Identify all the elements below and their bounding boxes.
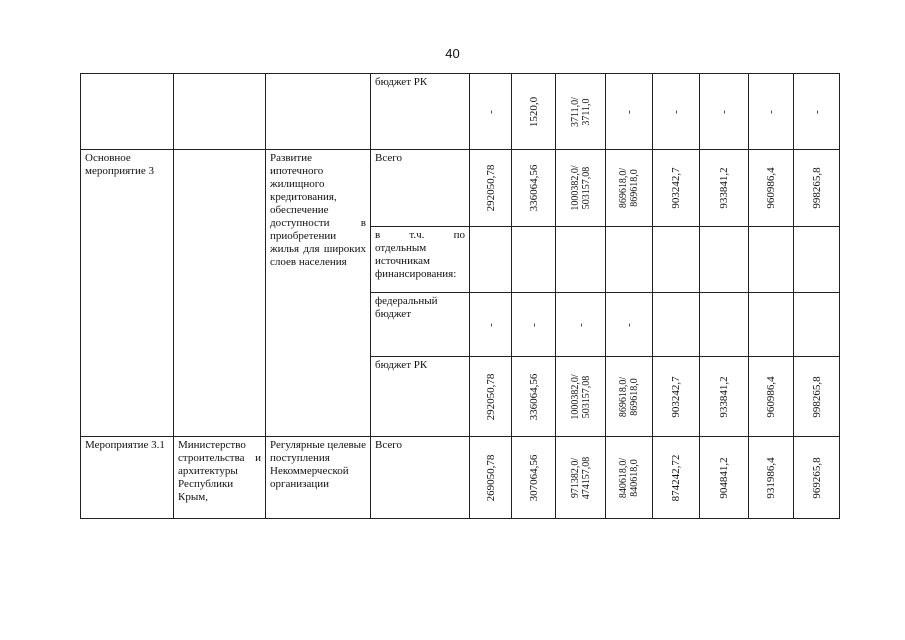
value-cell (512, 437, 556, 519)
value-line: 336064,56 (527, 373, 540, 420)
value-line: - (765, 109, 777, 114)
page-number: 40 (445, 46, 460, 61)
value-line: - (810, 109, 823, 114)
value-line: 960986,4 (765, 167, 777, 209)
value-cell (653, 150, 700, 227)
description-cell (266, 150, 371, 437)
value-cell (794, 74, 840, 150)
value-text (528, 165, 540, 212)
value-cell (470, 74, 512, 150)
value-cell (470, 437, 512, 519)
value-line: 1520,0 (527, 96, 540, 127)
value-line: 869618,0/ (618, 167, 629, 209)
value-line: 931986,4 (765, 456, 777, 499)
value-line: - (527, 322, 540, 327)
value-cell (512, 293, 556, 357)
executor-cell (174, 437, 266, 519)
value-cell (749, 74, 794, 150)
value-text (570, 374, 592, 419)
value-text (811, 110, 823, 114)
value-line: 292050,78 (484, 373, 497, 420)
value-line: 3711,0 (580, 97, 592, 126)
value-text (765, 457, 777, 498)
source-label: бюджет РК (375, 76, 428, 88)
value-line: 503157,08 (580, 375, 592, 418)
value-text (618, 376, 640, 416)
value-line: 840618,0/ (618, 457, 629, 498)
value-line: - (484, 322, 497, 327)
value-text (570, 456, 592, 499)
value-line: - (718, 109, 730, 114)
value-text (718, 167, 730, 208)
description-cell (266, 74, 371, 150)
value-cell (794, 150, 840, 227)
value-cell (512, 150, 556, 227)
value-cell (606, 150, 653, 227)
value-line: - (670, 109, 682, 114)
value-text (575, 323, 587, 327)
value-line: 971382,0/ (569, 457, 581, 498)
value-line: 874242,72 (670, 454, 682, 501)
value-text (485, 454, 497, 501)
value-cell (606, 357, 653, 437)
source-cell (371, 293, 470, 357)
value-cell (700, 74, 749, 150)
source-label: Всего (375, 152, 402, 164)
value-cell (700, 357, 749, 437)
value-text (765, 110, 777, 114)
value-cell (700, 150, 749, 227)
source-label: Всего (375, 439, 402, 451)
name-cell (81, 74, 174, 150)
value-line: 903242,7 (670, 167, 682, 209)
value-line: 503157,08 (580, 166, 592, 210)
value-text (670, 110, 682, 114)
value-line: 336064,56 (527, 164, 540, 212)
value-cell (556, 357, 606, 437)
value-cell (749, 437, 794, 519)
value-cell (700, 293, 749, 357)
value-text (623, 110, 635, 114)
value-line: - (574, 322, 587, 327)
value-line: 869618,0/ (618, 376, 629, 417)
value-line: - (623, 322, 635, 327)
executor-name: Министерство строительства и архитектуры Республики Крым, (178, 439, 261, 503)
value-cell (606, 74, 653, 150)
executor-cell (174, 150, 266, 437)
value-text (528, 373, 540, 420)
value-text (811, 376, 823, 417)
value-cell (794, 293, 840, 357)
source-label: бюджет РК (375, 359, 428, 371)
value-line: 933841,2 (718, 167, 730, 209)
value-line: - (623, 109, 635, 114)
source-cell (371, 227, 470, 293)
value-line: 969265,8 (810, 456, 823, 499)
value-cell (470, 227, 512, 293)
value-cell (606, 437, 653, 519)
value-text (528, 323, 540, 327)
value-cell (556, 74, 606, 150)
value-cell (653, 227, 700, 293)
measure-description: Развитие ипотечного жилищного кредитования, обеспечение доступности в приобретении жилья для широких слоев населения (270, 152, 366, 268)
source-cell (371, 74, 470, 150)
value-text (485, 165, 497, 212)
value-text (618, 457, 640, 497)
value-line: 474157,08 (580, 456, 592, 499)
measure-description: Регулярные целевые поступления Некоммерческой организации (270, 439, 366, 490)
value-cell (512, 74, 556, 150)
value-cell (556, 293, 606, 357)
value-line: 904841,2 (718, 456, 730, 499)
value-line: 292050,78 (484, 164, 497, 212)
source-cell (371, 437, 470, 519)
value-cell (606, 227, 653, 293)
value-cell (606, 293, 653, 357)
value-text (618, 168, 640, 208)
measure-name: Основное мероприятие 3 (85, 152, 155, 177)
value-cell (700, 437, 749, 519)
value-cell (556, 437, 606, 519)
value-cell (749, 150, 794, 227)
value-line: 3711,0/ (569, 96, 581, 127)
source-cell (371, 150, 470, 227)
value-text (528, 96, 540, 126)
value-text (528, 454, 540, 501)
value-text (811, 167, 823, 208)
value-cell (700, 227, 749, 293)
value-text (670, 454, 682, 501)
value-cell (794, 437, 840, 519)
value-text (485, 373, 497, 420)
value-text (811, 457, 823, 498)
value-cell (749, 357, 794, 437)
value-text (623, 323, 635, 327)
source-label: федеральный бюджет (375, 295, 438, 320)
value-line: 903242,7 (670, 375, 682, 418)
value-text (570, 165, 592, 210)
value-cell (794, 357, 840, 437)
value-cell (470, 150, 512, 227)
value-text (718, 110, 730, 114)
value-text (670, 376, 682, 417)
value-cell (794, 227, 840, 293)
value-cell (556, 150, 606, 227)
value-text (718, 376, 730, 417)
table-row (81, 74, 840, 150)
source-cell (371, 357, 470, 437)
value-cell (512, 227, 556, 293)
value-text (718, 457, 730, 498)
value-line: 1000382,0/ (569, 373, 581, 420)
value-text (765, 167, 777, 208)
source-label: в т.ч. по отдельным источникам финансирования: (375, 229, 465, 280)
measure-name: Мероприятие 3.1 (85, 439, 165, 451)
value-cell (749, 293, 794, 357)
value-cell (556, 227, 606, 293)
table-row (81, 150, 840, 227)
value-cell (653, 437, 700, 519)
value-line: 1000382,0/ (569, 165, 581, 211)
value-cell (749, 227, 794, 293)
value-cell (512, 357, 556, 437)
value-line: 269050,78 (484, 454, 497, 501)
value-line: - (484, 109, 497, 114)
value-line: 307064,56 (527, 454, 540, 501)
budget-table (80, 73, 840, 519)
value-text (570, 97, 592, 127)
description-cell (266, 437, 371, 519)
name-cell (81, 437, 174, 519)
value-line: 960986,4 (765, 375, 777, 418)
value-line: 998265,8 (810, 167, 823, 209)
table-row (81, 437, 840, 519)
value-text (670, 167, 682, 208)
value-line: 933841,2 (718, 375, 730, 418)
value-cell (653, 293, 700, 357)
value-text (485, 323, 497, 327)
value-text (485, 110, 497, 114)
value-line: 869618,0 (629, 377, 640, 416)
executor-name (174, 150, 265, 154)
value-line: 840618,0 (629, 458, 640, 497)
value-line: 869618,0 (629, 169, 640, 207)
value-line: 998265,8 (810, 375, 823, 418)
value-cell (653, 357, 700, 437)
value-cell (653, 74, 700, 150)
value-cell (470, 357, 512, 437)
value-text (765, 376, 777, 417)
value-cell (470, 293, 512, 357)
name-cell (81, 150, 174, 437)
executor-cell (174, 74, 266, 150)
